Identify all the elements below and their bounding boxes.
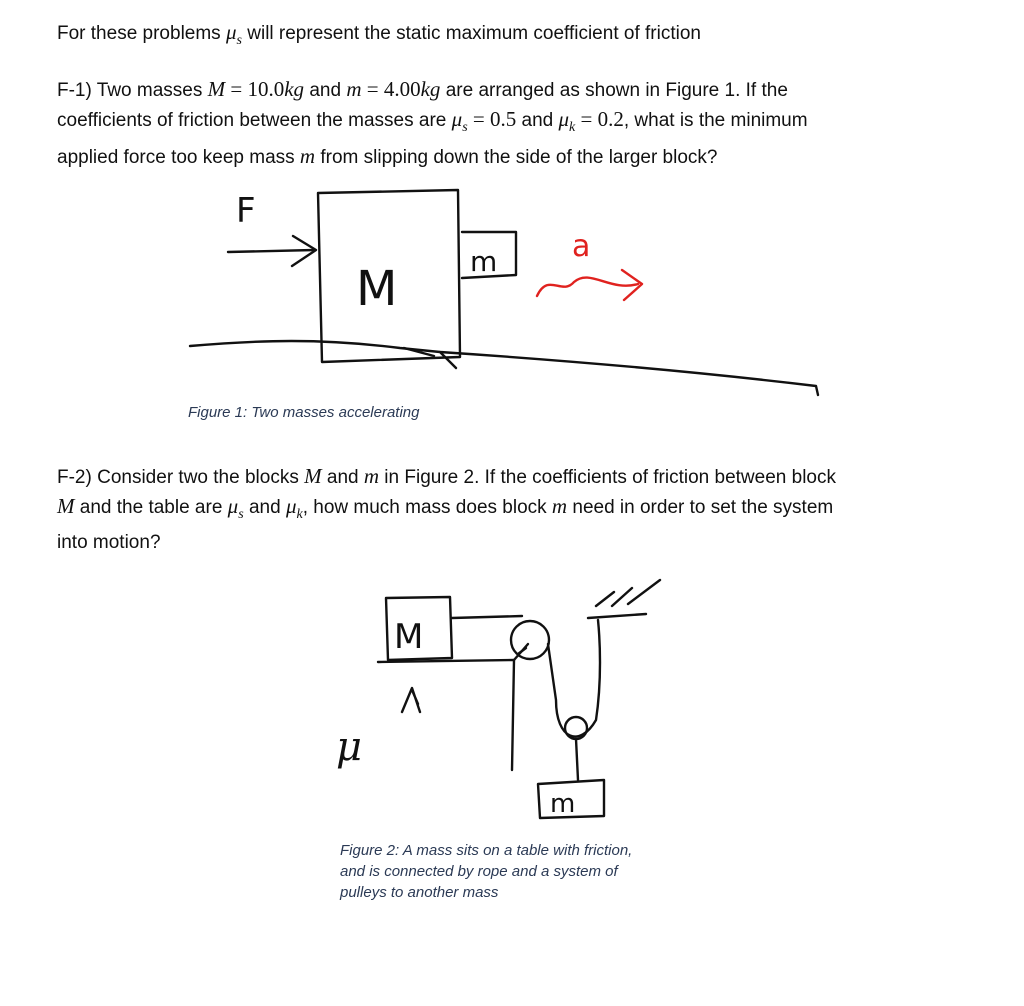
math-sub: k [296, 506, 303, 522]
math-mu: μ [285, 494, 297, 518]
mu-subscript: s [236, 32, 242, 48]
mu-symbol: μ [225, 20, 237, 44]
math-value: 0.5 [489, 107, 517, 131]
figure-1-caption: Figure 1: Two masses accelerating [188, 404, 420, 421]
math-M: M [57, 494, 75, 518]
hanging-rope [576, 739, 578, 780]
ceiling-line [588, 614, 646, 618]
block-M-label: M [356, 261, 398, 317]
math-M: M [304, 464, 322, 488]
figure-2-caption-line-1: Figure 2: A mass sits on a table with friction, [340, 842, 633, 859]
math-mu: μ [227, 494, 239, 518]
table-outline [378, 660, 514, 770]
figure-2-caption-line-2: and is connected by rope and a system of [340, 863, 618, 880]
text: and [304, 80, 347, 101]
text: and the table are [74, 497, 228, 518]
fixed-pulley [511, 621, 549, 659]
block-m-label-2: m [550, 789, 576, 819]
text: applied force too keep mass [57, 146, 300, 168]
math-value: 4.00 [383, 77, 421, 101]
text: , what is the minimum [623, 110, 808, 131]
math-eq: = [467, 107, 490, 131]
figure-2-caption-line-3: pulleys to another mass [340, 884, 499, 901]
text: are arranged as shown in Figure 1. If the [440, 80, 788, 101]
text: and [243, 497, 286, 518]
intro-text-end: will represent the static maximum coefficient of friction [241, 23, 701, 44]
math-unit: kg [420, 77, 441, 101]
math-eq: = [575, 107, 598, 131]
math-m: m [551, 494, 568, 518]
block-M-label-2: M [394, 617, 424, 657]
math-value: 10.0 [247, 77, 285, 101]
math-M: M [207, 77, 226, 101]
math-sub: k [569, 119, 576, 135]
intro-text: For these problems [57, 23, 226, 44]
text: , how much mass does block [302, 497, 552, 518]
rope-horizontal [452, 616, 522, 618]
block-m-label: m [470, 245, 498, 278]
math-mu: μ [451, 107, 463, 131]
math-m: m [299, 143, 316, 168]
figure-2-caption [340, 840, 632, 903]
text: F-1) Two masses [57, 80, 208, 101]
text: in Figure 2. If the coefficients of friction between block [379, 467, 836, 488]
math-m: m [346, 77, 362, 101]
rope-loop [548, 620, 600, 737]
text: coefficients of friction between the masses are [57, 110, 452, 131]
friction-arrow [402, 688, 420, 712]
math-m: m [363, 464, 380, 488]
math-sub: s [238, 506, 244, 522]
ceiling-hatch [596, 580, 660, 606]
pulley-bracket-arrow [518, 648, 526, 654]
acceleration-label: a [572, 229, 591, 264]
math-eq: = [225, 77, 248, 101]
math-unit: kg [284, 77, 305, 101]
text: F-2) Consider two the blocks [57, 467, 305, 488]
figure-1-label-F: F [236, 191, 256, 231]
math-value: 0.2 [597, 107, 624, 131]
text: need in order to set the system [567, 497, 834, 518]
text: and [516, 110, 559, 131]
math-eq: = [361, 77, 384, 101]
friction-mu-label: μ [336, 724, 362, 770]
math-sub: s [462, 119, 468, 135]
math-mu: μ [558, 107, 570, 131]
text: and [321, 467, 364, 488]
text: from slipping down the side of the larger block? [315, 146, 718, 168]
problem-2-line-3: into motion? [57, 531, 161, 553]
